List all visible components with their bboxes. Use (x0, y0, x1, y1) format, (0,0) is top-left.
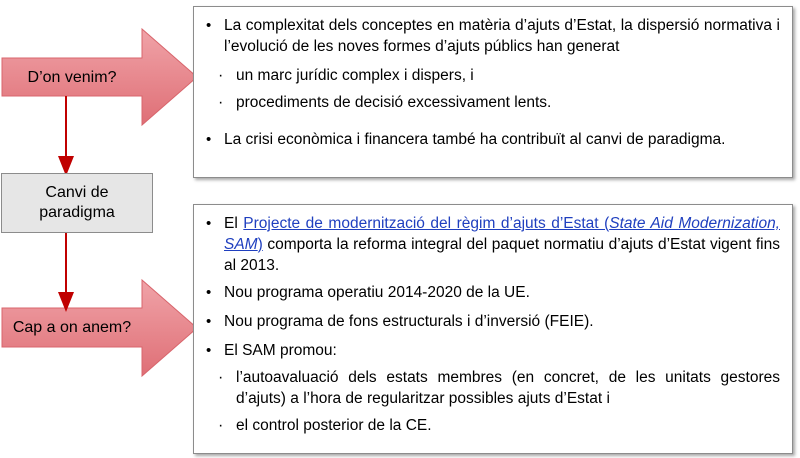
sam-link-italic: State Aid Modernization, SAM (224, 215, 780, 253)
top-bullet-2: • La crisi econòmica i financera també ha contribuït al canvi de paradigma. (204, 129, 780, 150)
bottom-bullet-1 (204, 213, 780, 276)
top-sub-bullet-2: · procediments de decisió excessivament lents. (204, 92, 780, 113)
paradigm-shift-line1: Canvi de (45, 184, 109, 201)
paradigm-shift-box (1, 173, 153, 233)
panel-destination (193, 204, 793, 454)
panel-origin (193, 6, 793, 178)
label-to: Cap a on anem? (12, 319, 132, 336)
bottom-bullet-1-prefix: El (224, 215, 244, 232)
sam-link-text: Projecte de modernització del règim d’ajuts d’Estat ( (243, 215, 610, 232)
bottom-sub-bullet-2: · el control posterior de la CE. (204, 415, 780, 436)
bottom-bullet-4: • El SAM promou: (204, 340, 780, 361)
top-sub-bullet-1: · un marc jurídic complex i dispers, i (204, 65, 780, 86)
sam-link-close: ) (257, 236, 263, 253)
top-bullet-1: • La complexitat dels conceptes en matèria d’ajuts d’Estat, la dispersió normativa i l’evolució de les noves formes d’ajuts públics han generat (204, 15, 780, 57)
bottom-sub-bullet-1: · l’autoavaluació dels estats membres (en concret, de les unitats gestores d’ajuts) a l’hora de regularitzar possibles ajuts d’Estat i (204, 367, 780, 409)
bottom-bullet-3: • Nou programa de fons estructurals i d’inversió (FEIE). (204, 311, 780, 332)
bottom-bullet-2: • Nou programa operatiu 2014-2020 de la UE. (204, 282, 780, 303)
label-from: D’on venim? (27, 68, 117, 86)
paradigm-shift-line2: paradigma (39, 204, 115, 221)
bottom-bullet-1-suffix: comporta la reforma integral del paquet normatiu d’ajuts d’Estat vigent fins al 2013. (224, 236, 780, 274)
